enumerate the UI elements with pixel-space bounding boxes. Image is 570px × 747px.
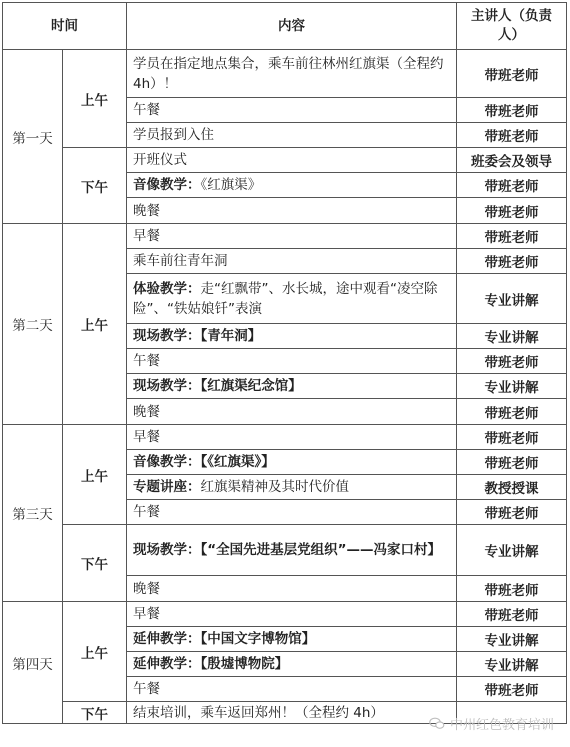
teaching-type-label: 延伸教学： — [133, 631, 201, 647]
watermark — [429, 714, 554, 733]
content-cell — [127, 525, 457, 576]
header-time: 时间 — [3, 3, 127, 50]
content-text: 开班仪式 — [133, 152, 187, 168]
speaker-cell: 专业讲解 — [457, 627, 567, 652]
content-cell — [127, 374, 457, 399]
header-content: 内容 — [127, 3, 457, 50]
speaker-cell: 专业讲解 — [457, 274, 567, 324]
content-text: 晚餐 — [133, 202, 160, 219]
content-text: 学员在指定地点集合，乘车前往林州红旗渠（全程约 4h）！ — [133, 55, 444, 92]
table-row — [3, 224, 567, 249]
content-text: 走“红飘带”、水长城，途中观看“凌空除险”、“铁姑娘钎”表演 — [133, 280, 438, 317]
session-cell: 下午 — [63, 702, 127, 724]
content-text: 结束培训，乘车返回郑州！（全程约 4h） — [133, 704, 384, 721]
speaker-cell: 带班老师 — [457, 576, 567, 602]
teaching-type-label: 体验教学： — [133, 280, 201, 297]
content-cell — [127, 324, 457, 349]
speaker-cell: 带班老师 — [457, 198, 567, 224]
teaching-type-label: 现场教学： — [133, 328, 201, 344]
speaker-cell: 带班老师 — [457, 425, 567, 450]
table-row — [3, 50, 567, 98]
speaker-cell: 带班老师 — [457, 399, 567, 425]
content-cell — [127, 652, 457, 677]
content-text: 乘车前往青年洞 — [133, 253, 228, 269]
teaching-type-label: 音像教学： — [133, 454, 201, 470]
content-text: 【殷墟博物院】 — [200, 656, 289, 672]
table-row — [3, 602, 567, 627]
content-text: 晚餐 — [133, 580, 160, 597]
content-cell — [127, 148, 457, 173]
content-cell — [127, 249, 457, 274]
teaching-type-label: 现场教学： — [133, 378, 201, 394]
content-cell — [127, 500, 457, 525]
session-cell: 下午 — [63, 148, 127, 224]
teaching-type-label: 现场教学： — [133, 542, 201, 558]
content-cell — [127, 98, 457, 123]
table-header-row — [3, 3, 567, 50]
watermark-text: 中州红色教育培训 — [449, 718, 554, 733]
table-row — [3, 525, 567, 576]
speaker-cell: 专业讲解 — [457, 324, 567, 349]
content-cell — [127, 198, 457, 224]
content-cell — [127, 349, 457, 374]
content-cell — [127, 627, 457, 652]
session-cell: 上午 — [63, 602, 127, 702]
content-text: 午餐 — [133, 102, 160, 118]
content-text: 晚餐 — [133, 403, 160, 420]
content-text: 学员报到入住 — [133, 127, 214, 143]
content-text: 午餐 — [133, 353, 160, 369]
content-text: 【中国文字博物馆】 — [200, 631, 316, 647]
table-row — [3, 148, 567, 173]
content-text: 午餐 — [133, 681, 160, 697]
speaker-cell: 专业讲解 — [457, 525, 567, 576]
content-text: 早餐 — [133, 606, 160, 622]
content-text: 红旗渠精神及其时代价值 — [200, 479, 349, 495]
content-cell — [127, 602, 457, 627]
content-cell — [127, 50, 457, 98]
day-cell: 第二天 — [3, 224, 63, 425]
speaker-cell: 带班老师 — [457, 50, 567, 98]
content-text: 早餐 — [133, 429, 160, 445]
session-cell: 上午 — [63, 50, 127, 148]
speaker-cell: 带班老师 — [457, 173, 567, 198]
content-text: 午餐 — [133, 504, 160, 520]
content-text: 早餐 — [133, 228, 160, 244]
day-cell: 第四天 — [3, 602, 63, 724]
speaker-cell: 带班老师 — [457, 349, 567, 374]
speaker-cell: 带班老师 — [457, 98, 567, 123]
speaker-cell: 带班老师 — [457, 677, 567, 702]
content-text: 【“全国先进基层党组织”——冯家口村】 — [200, 542, 441, 558]
content-cell — [127, 576, 457, 602]
wechat-icon — [429, 717, 445, 730]
day-cell: 第一天 — [3, 50, 63, 224]
day-cell: 第三天 — [3, 425, 63, 602]
content-text: 《红旗渠》 — [200, 177, 262, 193]
content-text: 【青年洞】 — [200, 328, 262, 344]
table-row — [3, 425, 567, 450]
schedule-table — [2, 2, 567, 724]
content-cell — [127, 425, 457, 450]
speaker-cell: 班委会及领导 — [457, 148, 567, 173]
speaker-cell: 带班老师 — [457, 500, 567, 525]
content-text: 【红旗渠纪念馆】 — [200, 378, 302, 394]
session-cell: 上午 — [63, 224, 127, 425]
content-cell — [127, 274, 457, 324]
schedule-body — [3, 50, 567, 724]
content-cell — [127, 677, 457, 702]
speaker-cell: 带班老师 — [457, 450, 567, 475]
session-cell: 下午 — [63, 525, 127, 602]
content-cell — [127, 224, 457, 249]
content-cell — [127, 399, 457, 425]
content-cell — [127, 123, 457, 148]
speaker-cell: 带班老师 — [457, 123, 567, 148]
teaching-type-label: 音像教学： — [133, 177, 201, 193]
speaker-cell: 专业讲解 — [457, 652, 567, 677]
speaker-cell: 教授授课 — [457, 475, 567, 500]
content-cell — [127, 450, 457, 475]
speaker-cell: 带班老师 — [457, 224, 567, 249]
speaker-cell: 带班老师 — [457, 249, 567, 274]
content-cell — [127, 475, 457, 500]
content-text: 【《红旗渠》】 — [200, 454, 275, 470]
session-cell: 上午 — [63, 425, 127, 525]
content-cell — [127, 173, 457, 198]
header-speaker: 主讲人（负责人） — [457, 3, 567, 50]
speaker-cell: 带班老师 — [457, 602, 567, 627]
teaching-type-label: 专题讲座： — [133, 479, 201, 495]
teaching-type-label: 延伸教学： — [133, 656, 201, 672]
speaker-cell: 专业讲解 — [457, 374, 567, 399]
content-cell — [127, 702, 457, 724]
